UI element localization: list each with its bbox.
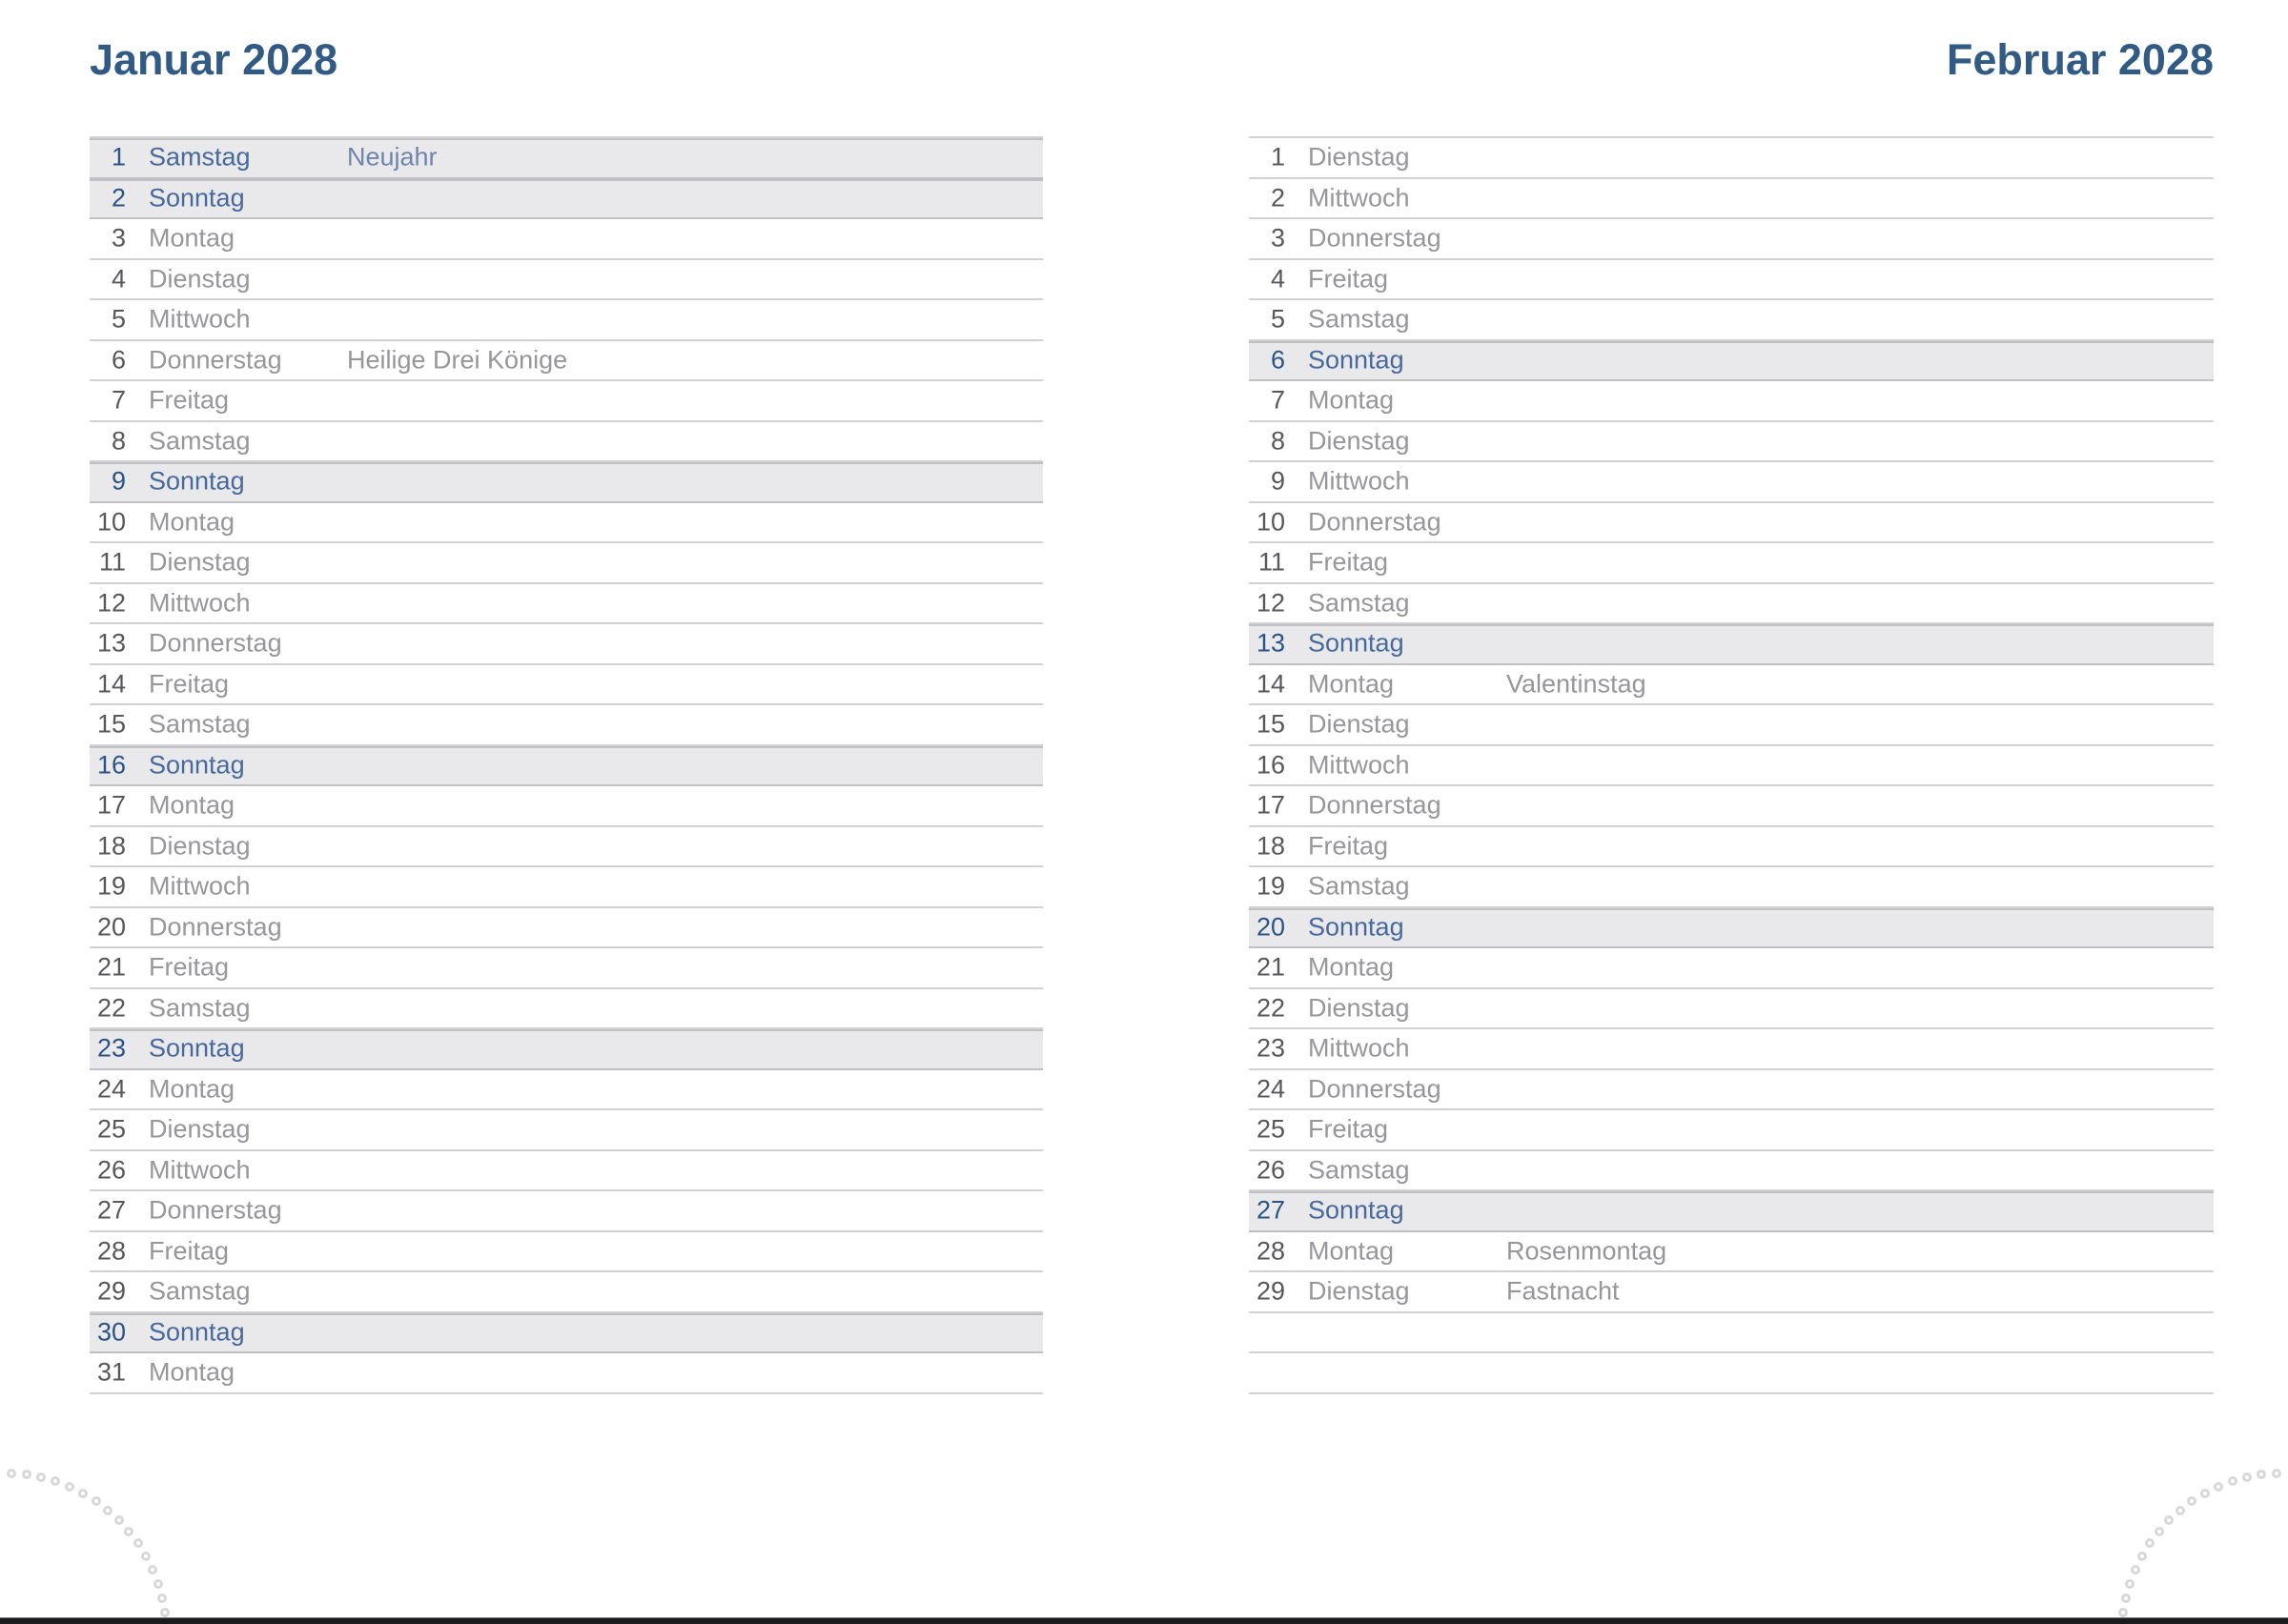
day-number: 27 [1256, 1195, 1285, 1225]
day-name: Dienstag [149, 547, 251, 577]
day-number: 8 [1270, 426, 1285, 456]
calendar-row-right_month-4 [1249, 260, 2214, 301]
calendar-row-left_month-9 [90, 462, 1043, 503]
day-name: Freitag [149, 669, 230, 699]
day-name: Mittwoch [1308, 183, 1410, 213]
day-name: Mittwoch [1308, 750, 1410, 780]
day-number: 15 [1256, 709, 1285, 739]
day-number: 10 [96, 507, 126, 537]
calendar-row-left_month-2 [90, 179, 1043, 220]
day-name: Donnerstag [1308, 223, 1441, 253]
day-name: Samstag [149, 426, 251, 456]
day-number: 4 [1270, 264, 1285, 294]
day-name: Freitag [1308, 264, 1389, 294]
day-name: Sonntag [149, 466, 245, 496]
day-name: Mittwoch [149, 588, 251, 618]
calendar-row-left_month-15 [90, 705, 1043, 746]
calendar-row-left_month-14 [90, 665, 1043, 706]
day-name: Freitag [1308, 1114, 1389, 1144]
day-name: Samstag [1308, 1155, 1410, 1185]
day-number: 23 [96, 1033, 126, 1063]
day-name: Samstag [149, 993, 251, 1023]
calendar-row-left_month-25 [90, 1110, 1043, 1151]
day-name: Samstag [149, 709, 251, 739]
calendar-row-left_month-27 [90, 1191, 1043, 1232]
day-name: Donnerstag [149, 628, 282, 658]
calendar-row-right_month-27 [1249, 1191, 2214, 1232]
day-number: 17 [96, 790, 126, 820]
dot [2214, 1482, 2223, 1492]
day-name: Mittwoch [149, 304, 251, 334]
day-name: Freitag [149, 385, 230, 415]
day-name: Sonntag [149, 1033, 245, 1063]
calendar-row-left_month-6 [90, 341, 1043, 382]
day-number: 10 [1256, 507, 1285, 537]
dot [2228, 1476, 2237, 1486]
calendar-table-february [1249, 136, 2214, 1394]
calendar-row-right_month-14 [1249, 665, 2214, 706]
dot [2272, 1469, 2281, 1478]
day-number: 3 [1270, 223, 1285, 253]
day-number: 5 [111, 304, 126, 334]
dot [2187, 1496, 2196, 1506]
calendar-row-right_month-1 [1249, 138, 2214, 179]
day-number: 25 [1256, 1114, 1285, 1144]
calendar-row-right_month-11 [1249, 543, 2214, 584]
day-name: Donnerstag [149, 345, 282, 375]
calendar-row-right_month-25 [1249, 1110, 2214, 1151]
day-number: 22 [1256, 993, 1285, 1023]
calendar-row-right_month-8 [1249, 422, 2214, 463]
calendar-row-left_month-29 [90, 1272, 1043, 1313]
dot [103, 1506, 112, 1515]
day-number: 16 [1256, 750, 1285, 780]
day-number: 31 [96, 1357, 126, 1387]
calendar-row-left_month-28 [90, 1232, 1043, 1273]
dot [2242, 1472, 2252, 1482]
day-name: Samstag [149, 1276, 251, 1306]
calendar-row-left_month-10 [90, 503, 1043, 544]
day-name: Donnerstag [149, 912, 282, 942]
day-number: 28 [1256, 1236, 1285, 1266]
day-name: Montag [149, 223, 235, 253]
dot [124, 1527, 133, 1536]
page-bottom-edge [0, 1617, 2288, 1624]
day-number: 22 [96, 993, 126, 1023]
day-number: 28 [96, 1236, 126, 1266]
calendar-row-left_month-1 [90, 138, 1043, 179]
day-number: 19 [96, 871, 126, 901]
day-name: Sonntag [1308, 628, 1404, 658]
calendar-row-right_month-22 [1249, 989, 2214, 1030]
day-name: Montag [149, 790, 235, 820]
day-number: 14 [96, 669, 126, 699]
day-name: Freitag [149, 952, 230, 982]
day-number: 15 [96, 709, 126, 739]
calendar-row-right_month-12 [1249, 584, 2214, 625]
dot [157, 1594, 167, 1603]
day-name: Montag [149, 1074, 235, 1104]
day-number: 9 [111, 466, 126, 496]
calendar-row-left_month-30 [90, 1313, 1043, 1354]
day-number: 6 [1270, 345, 1285, 375]
dot [36, 1472, 46, 1482]
calendar-row-left_month-18 [90, 827, 1043, 868]
day-number: 5 [1270, 304, 1285, 334]
calendar-row-left_month-24 [90, 1070, 1043, 1111]
dot [2145, 1538, 2155, 1548]
calendar-row-left_month-5 [90, 300, 1043, 341]
dot [160, 1608, 170, 1617]
day-name: Dienstag [149, 1114, 251, 1144]
day-name: Donnerstag [1308, 507, 1441, 537]
day-number: 12 [96, 588, 126, 618]
calendar-row-left_month-7 [90, 381, 1043, 422]
calendar-row-right_month-3 [1249, 219, 2214, 260]
day-name: Sonntag [1308, 345, 1404, 375]
month-title-january: Januar 2028 [90, 35, 338, 84]
day-number: 29 [96, 1276, 126, 1306]
day-name: Samstag [1308, 588, 1410, 618]
day-number: 2 [1270, 183, 1285, 213]
calendar-row-left_month-12 [90, 584, 1043, 625]
calendar-row-right_month-19 [1249, 867, 2214, 908]
dot [22, 1470, 31, 1479]
calendar-row-left_month-22 [90, 989, 1043, 1030]
calendar-row-right_month-29 [1249, 1272, 2214, 1313]
day-name: Montag [1308, 669, 1395, 699]
calendar-row-right_month-20 [1249, 908, 2214, 949]
calendar-row-right_month-5 [1249, 300, 2214, 341]
dot [51, 1476, 60, 1486]
day-name: Samstag [1308, 871, 1410, 901]
day-number: 30 [96, 1317, 126, 1347]
day-name: Mittwoch [1308, 466, 1410, 496]
day-name: Montag [149, 1357, 235, 1387]
day-name: Dienstag [1308, 993, 1410, 1023]
day-number: 24 [96, 1074, 126, 1104]
dot [2155, 1527, 2164, 1536]
day-name: Dienstag [1308, 1276, 1410, 1306]
calendar-row-right_month-16 [1249, 746, 2214, 787]
day-number: 29 [1256, 1276, 1285, 1306]
holiday-label: Fastnacht [1506, 1276, 1620, 1306]
dot [2200, 1489, 2210, 1498]
calendar-row-empty [1249, 1313, 2214, 1354]
day-name: Donnerstag [1308, 790, 1441, 820]
day-name: Mittwoch [1308, 1033, 1410, 1063]
day-name: Dienstag [149, 831, 251, 861]
day-number: 21 [1256, 952, 1285, 982]
day-number: 12 [1256, 588, 1285, 618]
calendar-row-right_month-13 [1249, 624, 2214, 665]
day-number: 17 [1256, 790, 1285, 820]
day-number: 21 [96, 952, 126, 982]
day-number: 18 [1256, 831, 1285, 861]
day-number: 7 [111, 385, 126, 415]
day-number: 6 [111, 345, 126, 375]
holiday-label: Valentinstag [1506, 669, 1646, 699]
calendar-row-left_month-26 [90, 1151, 1043, 1192]
calendar-row-left_month-19 [90, 867, 1043, 908]
day-name: Dienstag [149, 264, 251, 294]
day-number: 13 [1256, 628, 1285, 658]
day-name: Donnerstag [1308, 1074, 1441, 1104]
calendar-row-left_month-17 [90, 786, 1043, 827]
month-title-february: Februar 2028 [1946, 35, 2214, 84]
calendar-row-left_month-21 [90, 948, 1043, 989]
day-name: Dienstag [1308, 426, 1410, 456]
holiday-label: Rosenmontag [1506, 1236, 1667, 1266]
day-number: 1 [111, 142, 126, 172]
day-number: 23 [1256, 1033, 1285, 1063]
holiday-label: Neujahr [347, 142, 438, 172]
calendar-row-left_month-8 [90, 422, 1043, 463]
dot [2137, 1552, 2147, 1561]
dot [2118, 1608, 2128, 1617]
calendar-row-left_month-13 [90, 624, 1043, 665]
day-name: Freitag [149, 1236, 230, 1266]
day-name: Dienstag [1308, 709, 1410, 739]
calendar-row-left_month-3 [90, 219, 1043, 260]
calendar-row-right_month-24 [1249, 1070, 2214, 1111]
calendar-row-right_month-6 [1249, 341, 2214, 382]
calendar-row-right_month-26 [1249, 1151, 2214, 1192]
calendar-row-right_month-28 [1249, 1232, 2214, 1273]
calendar-row-left_month-20 [90, 908, 1043, 949]
day-name: Samstag [1308, 304, 1410, 334]
day-number: 8 [111, 426, 126, 456]
calendar-row-empty [1249, 1353, 2214, 1394]
day-number: 20 [96, 912, 126, 942]
calendar-row-right_month-2 [1249, 179, 2214, 220]
day-name: Montag [1308, 1236, 1395, 1266]
day-number: 19 [1256, 871, 1285, 901]
calendar-table-january [90, 136, 1043, 1394]
holiday-label: Heilige Drei Könige [347, 345, 568, 375]
calendar-row-right_month-7 [1249, 381, 2214, 422]
day-name: Sonntag [1308, 912, 1404, 942]
dot [2131, 1565, 2140, 1574]
day-number: 20 [1256, 912, 1285, 942]
day-name: Montag [1308, 385, 1395, 415]
dot [148, 1565, 157, 1574]
day-number: 26 [96, 1155, 126, 1185]
day-number: 7 [1270, 385, 1285, 415]
day-number: 9 [1270, 466, 1285, 496]
dot [92, 1496, 101, 1506]
day-number: 24 [1256, 1074, 1285, 1104]
day-number: 4 [111, 264, 126, 294]
day-name: Montag [149, 507, 235, 537]
calendar-row-right_month-18 [1249, 827, 2214, 868]
day-name: Sonntag [149, 183, 245, 213]
day-number: 3 [111, 223, 126, 253]
day-name: Samstag [149, 142, 251, 172]
day-number: 11 [98, 547, 126, 577]
calendar-row-left_month-16 [90, 746, 1043, 787]
dot [141, 1552, 151, 1561]
dot [78, 1489, 88, 1498]
dot [2121, 1594, 2131, 1603]
dot [65, 1482, 74, 1492]
day-number: 27 [96, 1195, 126, 1225]
day-number: 26 [1256, 1155, 1285, 1185]
dot [7, 1469, 16, 1478]
calendar-row-right_month-15 [1249, 705, 2214, 746]
calendar-row-right_month-9 [1249, 462, 2214, 503]
dot [114, 1515, 124, 1525]
day-name: Sonntag [1308, 1195, 1404, 1225]
day-number: 13 [96, 628, 126, 658]
dot [153, 1579, 163, 1589]
calendar-row-left_month-23 [90, 1029, 1043, 1070]
day-number: 25 [96, 1114, 126, 1144]
day-name: Mittwoch [149, 871, 251, 901]
dot [2257, 1470, 2266, 1479]
day-name: Sonntag [149, 1317, 245, 1347]
day-number: 1 [1270, 142, 1285, 172]
day-name: Freitag [1308, 831, 1389, 861]
calendar-row-right_month-17 [1249, 786, 2214, 827]
day-number: 16 [96, 750, 126, 780]
calendar-row-right_month-21 [1249, 948, 2214, 989]
calendar-row-left_month-11 [90, 543, 1043, 584]
calendar-row-right_month-23 [1249, 1029, 2214, 1070]
day-name: Donnerstag [149, 1195, 282, 1225]
day-name: Mittwoch [149, 1155, 251, 1185]
day-name: Sonntag [149, 750, 245, 780]
dot [133, 1538, 143, 1548]
dot [2176, 1506, 2185, 1515]
day-number: 14 [1256, 669, 1285, 699]
day-number: 18 [96, 831, 126, 861]
dot [2164, 1515, 2174, 1525]
day-number: 2 [111, 183, 126, 213]
day-name: Freitag [1308, 547, 1389, 577]
day-name: Montag [1308, 952, 1395, 982]
day-name: Dienstag [1308, 142, 1410, 172]
calendar-row-right_month-10 [1249, 503, 2214, 544]
calendar-row-left_month-31 [90, 1353, 1043, 1394]
dot [2125, 1579, 2135, 1589]
day-number: 11 [1257, 547, 1285, 577]
calendar-row-left_month-4 [90, 260, 1043, 301]
